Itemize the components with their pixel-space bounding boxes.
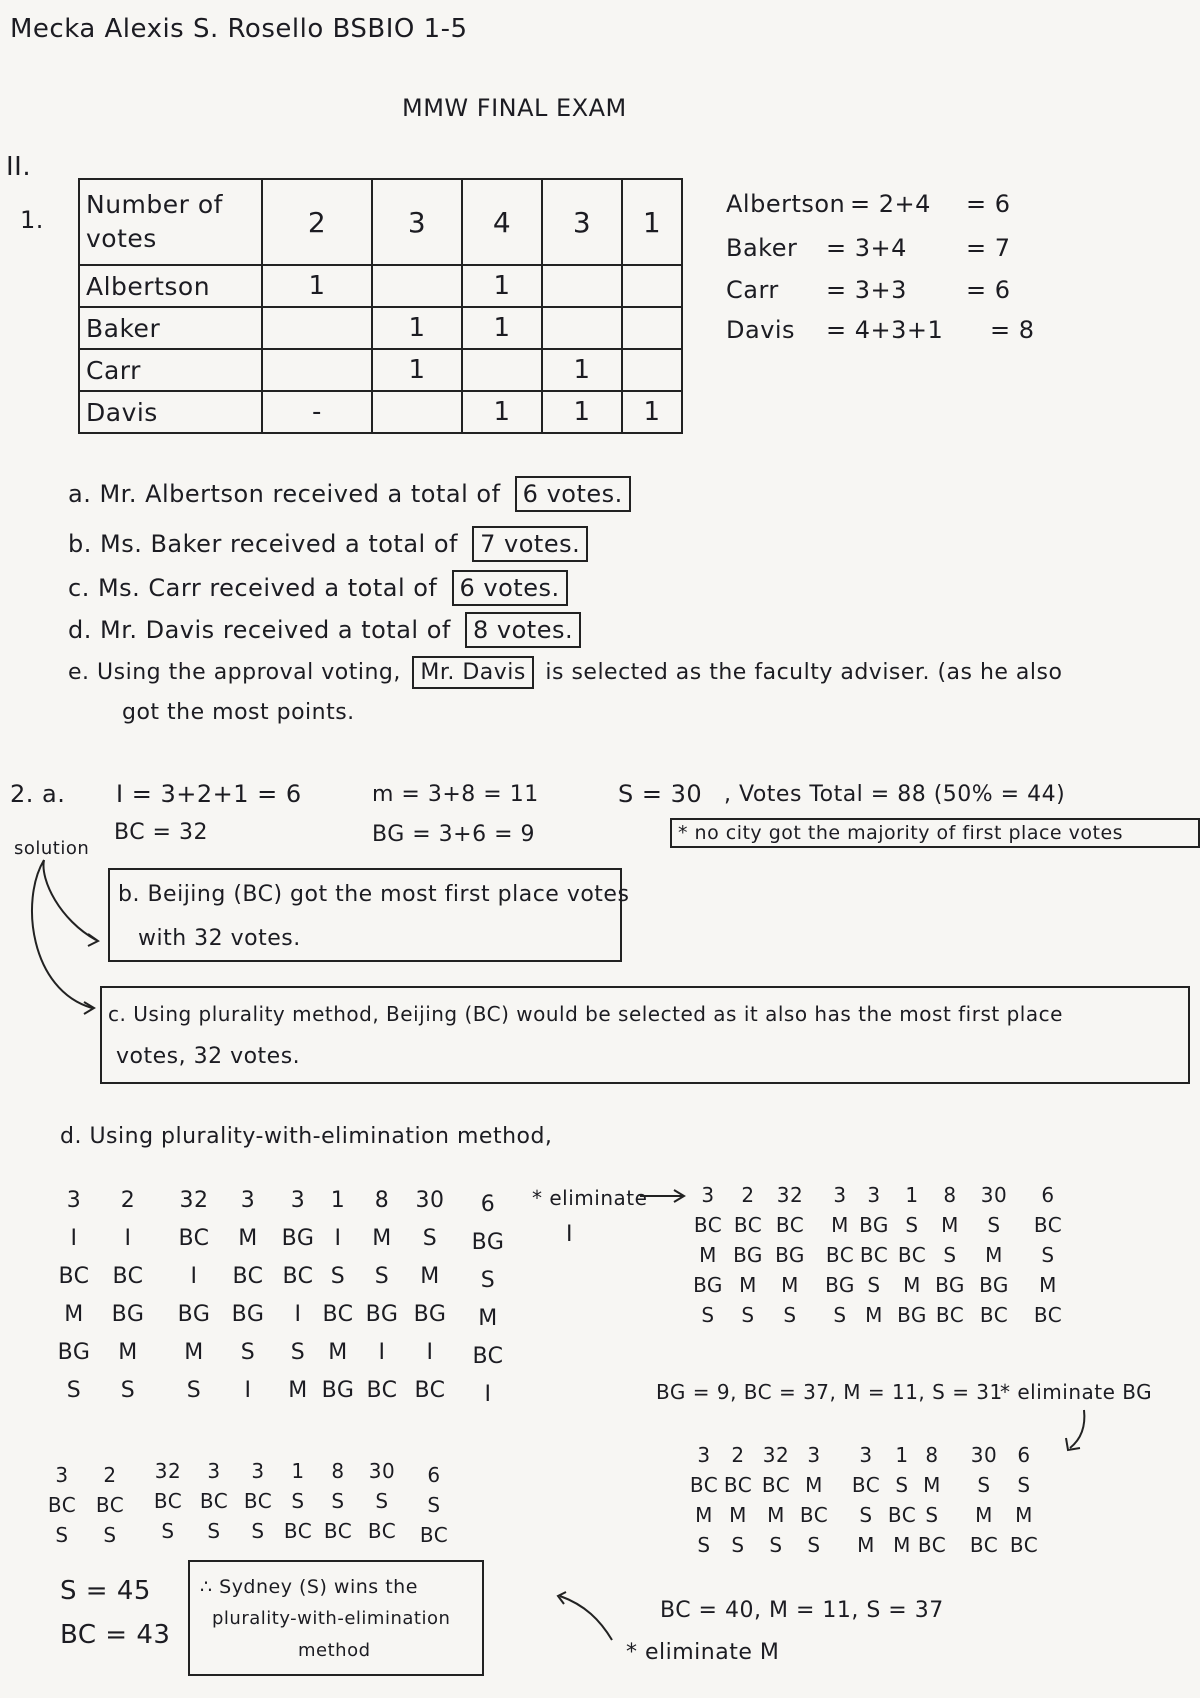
answer-text: b. Ms. Baker received a total of bbox=[68, 530, 458, 558]
ballot-cell: BG bbox=[859, 1213, 889, 1237]
ballot-cell: S bbox=[859, 1503, 873, 1527]
ballot-cell: S bbox=[120, 1378, 136, 1403]
round2-eliminate-note: * eliminate BG bbox=[1000, 1380, 1153, 1404]
ballot-cell: BC bbox=[243, 1489, 273, 1513]
ballot-cell: I bbox=[378, 1340, 386, 1365]
section-label: II. bbox=[6, 152, 32, 182]
ballot-cell: 1 bbox=[905, 1183, 919, 1207]
i-calc: I = 3+2+1 = 6 bbox=[116, 780, 302, 808]
ballot-cell: 6 bbox=[1041, 1183, 1055, 1207]
ballot-cell: 3 bbox=[807, 1443, 821, 1467]
ballot-cell: BG bbox=[57, 1340, 91, 1365]
round2-tally: BG = 9, BC = 37, M = 11, S = 31 bbox=[656, 1380, 1003, 1404]
ballot-cell: BC bbox=[232, 1264, 264, 1289]
vote-mark: 1 bbox=[372, 349, 462, 391]
ballot-cell: M bbox=[739, 1273, 757, 1297]
vote-mark: 1 bbox=[462, 265, 542, 307]
round3-up-arrow bbox=[560, 1596, 612, 1640]
candidate-cell: Carr bbox=[79, 349, 262, 391]
ballot-cell: BG bbox=[177, 1302, 211, 1327]
ballot-cell: M bbox=[328, 1340, 348, 1365]
candidate-cell: Davis bbox=[79, 391, 262, 433]
conclusion-line2: plurality-with-elimination bbox=[212, 1608, 451, 1629]
ballot-cell: 8 bbox=[331, 1459, 345, 1483]
total-name: Baker bbox=[726, 234, 798, 262]
ballot-cell: BC bbox=[851, 1473, 881, 1497]
ballot-cell: S bbox=[895, 1473, 909, 1497]
ballot-cell: 3 bbox=[251, 1459, 265, 1483]
ballot-cell: BC bbox=[935, 1303, 965, 1327]
ballot-cell: M bbox=[975, 1503, 993, 1527]
ballot-cell: 2 bbox=[103, 1463, 117, 1487]
solution-arrow-head-b bbox=[88, 934, 98, 946]
ballot-cell: S bbox=[697, 1533, 711, 1557]
ballot-cell: S bbox=[480, 1268, 496, 1293]
ballot-cell: 32 bbox=[179, 1188, 209, 1213]
ballot-cell: 30 bbox=[980, 1183, 1008, 1207]
ballot-cell: 6 bbox=[1017, 1443, 1031, 1467]
bg-calc: BG = 3+6 = 9 bbox=[372, 822, 536, 847]
ballot-cell: BC bbox=[761, 1473, 791, 1497]
ballot-cell: I bbox=[244, 1378, 252, 1403]
total-name: Davis bbox=[726, 316, 796, 344]
ballot-cell: 32 bbox=[776, 1183, 804, 1207]
ballot-cell: BG bbox=[413, 1302, 447, 1327]
ballot-cell: BC bbox=[47, 1493, 77, 1517]
ballot-cell: S bbox=[330, 1264, 346, 1289]
ballot-cell: BC bbox=[897, 1243, 927, 1267]
ballot-cell: S bbox=[807, 1533, 821, 1557]
ballot-cell: M bbox=[699, 1243, 717, 1267]
ballot-cell: BG bbox=[365, 1302, 399, 1327]
total-result: = 6 bbox=[966, 276, 1011, 304]
s-calc: S = 30 bbox=[618, 780, 703, 808]
ballot-cell: S bbox=[422, 1226, 438, 1251]
conclusion-line1: ∴ Sydney (S) wins the bbox=[200, 1576, 418, 1598]
ballot-cell: M bbox=[695, 1503, 713, 1527]
ballot-cell: 30 bbox=[970, 1443, 998, 1467]
answer-text: e. Using the approval voting, bbox=[68, 660, 401, 685]
ballot-cell: BG bbox=[935, 1273, 965, 1297]
ballot-cell: 6 bbox=[480, 1192, 496, 1217]
solution-arrow-to-c bbox=[32, 860, 92, 1008]
solution-arrow-to-b bbox=[43, 860, 96, 940]
ballot-cell: BC bbox=[366, 1378, 398, 1403]
candidate-cell: Baker bbox=[79, 307, 262, 349]
total-expr: = 3+4 bbox=[826, 234, 907, 262]
ballot-cell: S bbox=[66, 1378, 82, 1403]
ballot-cell: BC bbox=[322, 1302, 354, 1327]
ballot-cell: 3 bbox=[833, 1183, 847, 1207]
item-number: 1. bbox=[20, 206, 44, 234]
ballot-cell: S bbox=[769, 1533, 783, 1557]
ballot-cell: 32 bbox=[154, 1459, 182, 1483]
bc-calc: BC = 32 bbox=[114, 820, 208, 845]
m-calc: m = 3+8 = 11 bbox=[372, 782, 539, 807]
vote-mark: 1 bbox=[372, 307, 462, 349]
header-value-cell: 2 bbox=[262, 179, 372, 265]
answer-2d: d. Using plurality-with-elimination method, bbox=[60, 1124, 553, 1149]
ballot-cell: 6 bbox=[427, 1463, 441, 1487]
ballot-cell: I bbox=[484, 1382, 492, 1407]
ballot-cell: BC bbox=[1033, 1303, 1063, 1327]
ballot-cell: S bbox=[925, 1503, 939, 1527]
ballot-cell: M bbox=[781, 1273, 799, 1297]
ballot-cell: 2 bbox=[741, 1183, 755, 1207]
ballot-cell: BC bbox=[825, 1243, 855, 1267]
ballot-cell: I bbox=[124, 1226, 132, 1251]
ballot-cell: 1 bbox=[291, 1459, 305, 1483]
answer-2b-line1: b. Beijing (BC) got the most first place votes bbox=[118, 882, 630, 907]
ballot-cell: M bbox=[238, 1226, 258, 1251]
ballot-cell: BC bbox=[367, 1519, 397, 1543]
ballot-cell: BG bbox=[693, 1273, 723, 1297]
ballot-cell: M bbox=[893, 1533, 911, 1557]
ballot-cell: BC bbox=[95, 1493, 125, 1517]
ballot-cell: M bbox=[831, 1213, 849, 1237]
ballot-cell: S bbox=[161, 1519, 175, 1543]
ballot-cell: M bbox=[729, 1503, 747, 1527]
ballot-cell: S bbox=[1017, 1473, 1031, 1497]
student-name: Mecka Alexis S. Rosello BSBIO 1-5 bbox=[10, 14, 468, 44]
round3-tally: BC = 40, M = 11, S = 37 bbox=[660, 1598, 944, 1623]
ballot-cell: BC bbox=[723, 1473, 753, 1497]
header-value-cell: 1 bbox=[622, 179, 682, 265]
ballot-cell: 3 bbox=[66, 1188, 82, 1213]
ballot-cell: BC bbox=[58, 1264, 90, 1289]
ballot-cell: BC bbox=[1033, 1213, 1063, 1237]
ballot-cell: M bbox=[985, 1243, 1003, 1267]
header-value-cell: 3 bbox=[542, 179, 622, 265]
majority-note: * no city got the majority of first place votes bbox=[670, 818, 1200, 848]
ballot-cell: BC bbox=[693, 1213, 723, 1237]
conclusion-line3: method bbox=[298, 1640, 371, 1661]
ballot-cell: 3 bbox=[867, 1183, 881, 1207]
answer-box: 6 votes. bbox=[452, 570, 568, 606]
ballot-cell: S bbox=[427, 1493, 441, 1517]
ballot-cell: BC bbox=[323, 1519, 353, 1543]
ballot-cell: M bbox=[184, 1340, 204, 1365]
ballot-cell: S bbox=[943, 1243, 957, 1267]
total-expr: = 4+3+1 bbox=[826, 316, 944, 344]
ballot-cell: M bbox=[865, 1303, 883, 1327]
answer-box: 8 votes. bbox=[465, 612, 581, 648]
ballot-cell: I bbox=[190, 1264, 198, 1289]
ballot-cell: BG bbox=[471, 1230, 505, 1255]
ballot-cell: BG bbox=[321, 1378, 355, 1403]
round1-eliminate-note: * eliminate bbox=[532, 1186, 648, 1210]
ballot-cell: 3 bbox=[697, 1443, 711, 1467]
ballot-cell: M bbox=[288, 1378, 308, 1403]
ballot-cell: BG bbox=[231, 1302, 265, 1327]
ballot-cell: 30 bbox=[415, 1188, 445, 1213]
ballot-cell: S bbox=[331, 1489, 345, 1513]
bc-final-total: BC = 43 bbox=[60, 1620, 171, 1650]
vote-mark: 1 bbox=[542, 391, 622, 433]
ballot-cell: I bbox=[70, 1226, 78, 1251]
ballot-cell: 1 bbox=[330, 1188, 346, 1213]
ballot-cell: 3 bbox=[207, 1459, 221, 1483]
ballot-cell: BC bbox=[472, 1344, 504, 1369]
ballot-cell: M bbox=[478, 1306, 498, 1331]
votes-total: , Votes Total = 88 (50% = 44) bbox=[724, 782, 1066, 807]
ballot-cell: M bbox=[372, 1226, 392, 1251]
ballot-cell: M bbox=[903, 1273, 921, 1297]
ballot-cell: S bbox=[731, 1533, 745, 1557]
ballot-cell: BC bbox=[689, 1473, 719, 1497]
ballot-cell: M bbox=[805, 1473, 823, 1497]
solution-label: solution bbox=[14, 838, 90, 859]
ballot-cell: BC bbox=[419, 1523, 449, 1547]
ballot-cell: S bbox=[741, 1303, 755, 1327]
round1-eliminated: I bbox=[566, 1222, 573, 1247]
ballot-cell: S bbox=[833, 1303, 847, 1327]
ballot-cell: M bbox=[941, 1213, 959, 1237]
ballot-cell: BC bbox=[112, 1264, 144, 1289]
ballot-cell: BC bbox=[775, 1213, 805, 1237]
candidate-cell: Albertson bbox=[79, 265, 262, 307]
ballot-cell: BC bbox=[199, 1489, 229, 1513]
header-value-cell: 3 bbox=[372, 179, 462, 265]
total-result: = 8 bbox=[990, 316, 1035, 344]
ballot-cell: I bbox=[294, 1302, 302, 1327]
ballot-cell: BC bbox=[917, 1533, 947, 1557]
ballot-cell: M bbox=[1039, 1273, 1057, 1297]
ballot-cell: I bbox=[334, 1226, 342, 1251]
ballot-cell: 2 bbox=[731, 1443, 745, 1467]
ballot-cell: S bbox=[207, 1519, 221, 1543]
ballot-cell: 30 bbox=[368, 1459, 396, 1483]
ballot-cell: M bbox=[923, 1473, 941, 1497]
ballot-cell: S bbox=[701, 1303, 715, 1327]
ballot-cell: BC bbox=[969, 1533, 999, 1557]
total-expr: = 2+4 bbox=[850, 190, 931, 218]
answer-text: is selected as the faculty adviser. (as he also bbox=[545, 660, 1063, 685]
ballot-cell: BC bbox=[979, 1303, 1009, 1327]
page-title: MMW FINAL EXAM bbox=[402, 94, 627, 122]
ballot-cell: S bbox=[186, 1378, 202, 1403]
ballot-cell: M bbox=[64, 1302, 84, 1327]
answer-text: a. Mr. Albertson received a total of bbox=[68, 480, 501, 508]
ballot-cell: BC bbox=[859, 1243, 889, 1267]
ballot-cell: S bbox=[374, 1264, 390, 1289]
answer-1e-cont: got the most points. bbox=[122, 700, 355, 725]
ballot-cell: S bbox=[1041, 1243, 1055, 1267]
ballot-cell: 3 bbox=[859, 1443, 873, 1467]
ballot-cell: BG bbox=[775, 1243, 805, 1267]
s-final-total: S = 45 bbox=[60, 1576, 151, 1606]
ballot-cell: BG bbox=[111, 1302, 145, 1327]
vote-mark: 1 bbox=[622, 391, 682, 433]
ballot-cell: S bbox=[905, 1213, 919, 1237]
total-name: Carr bbox=[726, 276, 779, 304]
ballot-cell: M bbox=[1015, 1503, 1033, 1527]
ballot-cell: 1 bbox=[895, 1443, 909, 1467]
ballot-cell: BG bbox=[825, 1273, 855, 1297]
total-result: = 6 bbox=[966, 190, 1011, 218]
answer-text: c. Ms. Carr received a total of bbox=[68, 574, 438, 602]
answer-2b-line2: with 32 votes. bbox=[138, 926, 301, 951]
answer-box: 7 votes. bbox=[472, 526, 588, 562]
ballot-cell: BC bbox=[414, 1378, 446, 1403]
ballot-cell: 3 bbox=[701, 1183, 715, 1207]
vote-mark: 1 bbox=[262, 265, 372, 307]
ballot-cell: 2 bbox=[120, 1188, 136, 1213]
header-value-cell: 4 bbox=[462, 179, 542, 265]
answer-2c-line2: votes, 32 votes. bbox=[116, 1044, 301, 1069]
q2-label: 2. a. bbox=[10, 780, 66, 808]
ballot-cell: S bbox=[375, 1489, 389, 1513]
ballot-cell: BC bbox=[1009, 1533, 1039, 1557]
ballot-cell: 3 bbox=[290, 1188, 306, 1213]
ballot-cell: 8 bbox=[374, 1188, 390, 1213]
ballot-cell: M bbox=[420, 1264, 440, 1289]
ballot-cell: BG bbox=[897, 1303, 927, 1327]
answer-box: 6 votes. bbox=[515, 476, 631, 512]
ballot-cell: BC bbox=[733, 1213, 763, 1237]
ballot-cell: BC bbox=[887, 1503, 917, 1527]
total-name: Albertson bbox=[726, 190, 846, 218]
total-expr: = 3+3 bbox=[826, 276, 907, 304]
ballot-cell: 32 bbox=[762, 1443, 790, 1467]
ballot-cell: BC bbox=[282, 1264, 314, 1289]
ballot-cell: S bbox=[103, 1523, 117, 1547]
ballot-cell: S bbox=[987, 1213, 1001, 1237]
ballot-cell: BC bbox=[153, 1489, 183, 1513]
ballot-cell: BG bbox=[733, 1243, 763, 1267]
ballot-cell: BC bbox=[178, 1226, 210, 1251]
vote-mark: 1 bbox=[462, 391, 542, 433]
vote-mark: 1 bbox=[542, 349, 622, 391]
vote-mark: - bbox=[262, 391, 372, 433]
ballot-cell: BC bbox=[799, 1503, 829, 1527]
ballot-cell: S bbox=[291, 1489, 305, 1513]
ballot-cell: 8 bbox=[943, 1183, 957, 1207]
ballot-cell: I bbox=[426, 1340, 434, 1365]
answer-box: Mr. Davis bbox=[412, 656, 534, 689]
vote-mark: 1 bbox=[462, 307, 542, 349]
ballot-cell: S bbox=[55, 1523, 69, 1547]
ballot-cell: BG bbox=[281, 1226, 315, 1251]
round3-eliminate-note: * eliminate M bbox=[626, 1640, 780, 1665]
round2-down-arrow bbox=[1070, 1410, 1084, 1448]
ballot-cell: 8 bbox=[925, 1443, 939, 1467]
answer-2c-line1: c. Using plurality method, Beijing (BC) would be selected as it also has the most first place bbox=[108, 1002, 1063, 1026]
ballot-cell: S bbox=[240, 1340, 256, 1365]
ballot-cell: 3 bbox=[240, 1188, 256, 1213]
header-label-cell: Number of votes bbox=[79, 179, 262, 265]
total-result: = 7 bbox=[966, 234, 1011, 262]
ballot-cell: BG bbox=[979, 1273, 1009, 1297]
ballot-cell: BC bbox=[283, 1519, 313, 1543]
ballot-cell: M bbox=[857, 1533, 875, 1557]
ballot-cell: M bbox=[767, 1503, 785, 1527]
ballot-cell: S bbox=[977, 1473, 991, 1497]
ballot-cell: 3 bbox=[55, 1463, 69, 1487]
answer-text: d. Mr. Davis received a total of bbox=[68, 616, 451, 644]
ballot-cell: S bbox=[867, 1273, 881, 1297]
ballot-cell: S bbox=[290, 1340, 306, 1365]
ballot-cell: S bbox=[251, 1519, 265, 1543]
ballot-cell: S bbox=[783, 1303, 797, 1327]
ballot-cell: M bbox=[118, 1340, 138, 1365]
